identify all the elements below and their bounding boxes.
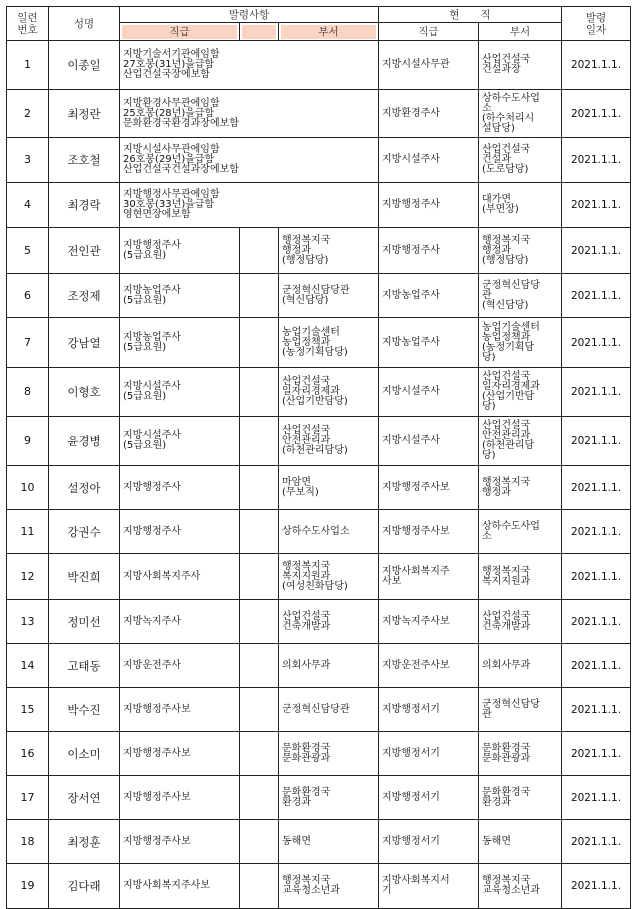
header-issued-blank-cell (240, 23, 279, 41)
name-cell: 이형호 (49, 368, 120, 417)
table-row (7, 41, 631, 90)
issued-dept-cell: 상하수도사업소 (279, 510, 379, 554)
issued-dept-cell: 문화환경국 환경과 (279, 776, 379, 820)
header-issued-rank: 직급 (122, 25, 237, 39)
issued-dept-cell: 동해면 (279, 820, 379, 864)
serial-number-cell: 1 (7, 41, 49, 90)
table-row (7, 644, 631, 688)
serial-number-cell: 17 (7, 776, 49, 820)
table-row (7, 228, 631, 274)
issued-dept-cell: 산업건설국 건축개발과 (279, 600, 379, 644)
current-dept-cell: 대가면 (부면장) (479, 183, 562, 228)
current-dept-cell: 군정혁신담당 관 (혁신담당) (479, 274, 562, 318)
table-row (7, 554, 631, 600)
appointment-table-container (6, 6, 631, 909)
table-row (7, 274, 631, 318)
issued-blank-cell (240, 688, 279, 732)
table-row (7, 138, 631, 183)
issued-rank-cell: 지방녹지주사 (120, 600, 240, 644)
header-current-rank: 직급 (379, 23, 479, 41)
current-dept-cell: 행정복지국 행정과 (479, 466, 562, 510)
date-cell: 2021.1.1. (562, 90, 631, 138)
date-cell: 2021.1.1. (562, 732, 631, 776)
current-dept-cell: 동해면 (479, 820, 562, 864)
date-cell: 2021.1.1. (562, 183, 631, 228)
date-cell: 2021.1.1. (562, 368, 631, 417)
issued-rank-cell: 지방운전주사 (120, 644, 240, 688)
issued-dept-cell: 군정혁신담당관 (279, 688, 379, 732)
serial-number-cell: 18 (7, 820, 49, 864)
serial-number-cell: 16 (7, 732, 49, 776)
table-row (7, 183, 631, 228)
date-cell: 2021.1.1. (562, 510, 631, 554)
name-cell: 박진희 (49, 554, 120, 600)
serial-number-cell: 6 (7, 274, 49, 318)
table-row (7, 688, 631, 732)
name-cell: 김다래 (49, 864, 120, 909)
table-row (7, 732, 631, 776)
issued-rank-cell: 지방환경사무관에임함 25호봉(28년)을급함 문화환경국환경과장에보함 (120, 90, 379, 138)
issued-dept-cell: 농업기술센터 농업정책과 (농정기획담당) (279, 318, 379, 368)
current-dept-cell: 군정혁신담당 관 (479, 688, 562, 732)
name-cell: 이소미 (49, 732, 120, 776)
table-row (7, 776, 631, 820)
date-cell: 2021.1.1. (562, 864, 631, 909)
date-cell: 2021.1.1. (562, 41, 631, 90)
current-rank-cell: 지방행정서기 (379, 688, 479, 732)
serial-number-cell: 4 (7, 183, 49, 228)
current-dept-cell: 산업건설국 일자리경제과 (산업기반담 당) (479, 368, 562, 417)
serial-number-cell: 14 (7, 644, 49, 688)
issued-dept-cell: 군정혁신담당관 (혁신담당) (279, 274, 379, 318)
name-cell: 조호철 (49, 138, 120, 183)
issued-rank-cell: 지방행정주사보 (120, 776, 240, 820)
issued-rank-cell: 지방행정주사보 (120, 688, 240, 732)
name-cell: 전인관 (49, 228, 120, 274)
issued-dept-cell: 행정복지국 복지지원과 (여성친화담당) (279, 554, 379, 600)
current-rank-cell: 지방시설주사 (379, 368, 479, 417)
date-cell: 2021.1.1. (562, 138, 631, 183)
issued-rank-cell: 지방행정주사보 (120, 820, 240, 864)
current-rank-cell: 지방행정주사보 (379, 466, 479, 510)
header-issued: 발령사항 (120, 7, 379, 23)
issued-dept-cell: 행정복지국 행정과 (행정담당) (279, 228, 379, 274)
current-rank-cell: 지방녹지주사보 (379, 600, 479, 644)
serial-number-cell: 8 (7, 368, 49, 417)
name-cell: 이종일 (49, 41, 120, 90)
issued-rank-cell: 지방행정주사 (120, 510, 240, 554)
current-dept-cell: 행정복지국 교육청소년과 (479, 864, 562, 909)
issued-blank-cell (240, 510, 279, 554)
current-rank-cell: 지방행정서기 (379, 732, 479, 776)
issued-rank-cell: 지방행정주사보 (120, 732, 240, 776)
name-cell: 강남열 (49, 318, 120, 368)
issued-blank-cell (240, 732, 279, 776)
name-cell: 최정훈 (49, 820, 120, 864)
issued-rank-cell: 지방농업주사 (5급요원) (120, 318, 240, 368)
current-dept-cell: 행정복지국 행정과 (행정담당) (479, 228, 562, 274)
name-cell: 설정아 (49, 466, 120, 510)
current-dept-cell: 문화환경국 환경과 (479, 776, 562, 820)
date-cell: 2021.1.1. (562, 554, 631, 600)
current-dept-cell: 산업건설국 건설과 (도로담당) (479, 138, 562, 183)
name-cell: 고태동 (49, 644, 120, 688)
table-row (7, 864, 631, 909)
current-rank-cell: 지방행정주사 (379, 183, 479, 228)
issued-blank-cell (240, 600, 279, 644)
issued-dept-cell: 산업건설국 안전관리과 (하천관리담당) (279, 417, 379, 466)
date-cell: 2021.1.1. (562, 466, 631, 510)
header-issued-dept-cell (279, 23, 379, 41)
current-rank-cell: 지방농업주사 (379, 274, 479, 318)
table-row (7, 318, 631, 368)
current-rank-cell: 지방사회복지주 사보 (379, 554, 479, 600)
issued-rank-cell: 지방행정주사 (5급요원) (120, 228, 240, 274)
name-cell: 강권수 (49, 510, 120, 554)
serial-number-cell: 3 (7, 138, 49, 183)
table-row (7, 820, 631, 864)
table-row (7, 368, 631, 417)
name-cell: 윤경병 (49, 417, 120, 466)
header-issued-dept: 부서 (281, 25, 376, 39)
table-row (7, 600, 631, 644)
table-row (7, 510, 631, 554)
current-rank-cell: 지방행정서기 (379, 820, 479, 864)
issued-blank-cell (240, 554, 279, 600)
current-rank-cell: 지방농업주사 (379, 318, 479, 368)
date-cell: 2021.1.1. (562, 228, 631, 274)
appointment-table (6, 6, 631, 909)
serial-number-cell: 7 (7, 318, 49, 368)
issued-dept-cell: 의회사무과 (279, 644, 379, 688)
date-cell: 2021.1.1. (562, 688, 631, 732)
issued-blank-cell (240, 776, 279, 820)
issued-dept-cell: 산업건설국 일자리경제과 (산업기반담당) (279, 368, 379, 417)
header-date: 발령 일자 (562, 7, 631, 41)
issued-blank-cell (240, 417, 279, 466)
date-cell: 2021.1.1. (562, 644, 631, 688)
issued-dept-cell: 문화환경국 문화관광과 (279, 732, 379, 776)
date-cell: 2021.1.1. (562, 776, 631, 820)
serial-number-cell: 11 (7, 510, 49, 554)
issued-rank-cell: 지방사회복지주사보 (120, 864, 240, 909)
date-cell: 2021.1.1. (562, 318, 631, 368)
current-dept-cell: 산업건설국 건설과장 (479, 41, 562, 90)
issued-rank-cell: 지방시설주사 (5급요원) (120, 368, 240, 417)
date-cell: 2021.1.1. (562, 274, 631, 318)
date-cell: 2021.1.1. (562, 820, 631, 864)
serial-number-cell: 2 (7, 90, 49, 138)
issued-blank-cell (240, 644, 279, 688)
serial-number-cell: 13 (7, 600, 49, 644)
current-rank-cell: 지방시설주사 (379, 417, 479, 466)
issued-rank-cell: 지방행정주사 (120, 466, 240, 510)
date-cell: 2021.1.1. (562, 417, 631, 466)
current-rank-cell: 지방환경주사 (379, 90, 479, 138)
issued-rank-cell: 지방행정사무관에임함 30호봉(33년)을급함 영현면장에보함 (120, 183, 379, 228)
issued-blank-cell (240, 228, 279, 274)
issued-blank-cell (240, 318, 279, 368)
serial-number-cell: 19 (7, 864, 49, 909)
current-dept-cell: 상하수도사업 소 (하수처리시 설담당) (479, 90, 562, 138)
issued-rank-cell: 지방사회복지주사 (120, 554, 240, 600)
current-dept-cell: 행정복지국 복지지원과 (479, 554, 562, 600)
issued-rank-cell: 지방기술서기관에임함 27호봉(31년)을급함 산업건설국장에보함 (120, 41, 379, 90)
date-cell: 2021.1.1. (562, 600, 631, 644)
current-rank-cell: 지방시설사무관 (379, 41, 479, 90)
current-dept-cell: 문화환경국 문화관광과 (479, 732, 562, 776)
header-issued-blank (242, 25, 276, 39)
table-row (7, 417, 631, 466)
current-dept-cell: 산업건설국 건축개발과 (479, 600, 562, 644)
current-rank-cell: 지방사회복지서 기 (379, 864, 479, 909)
issued-rank-cell: 지방시설주사 (5급요원) (120, 417, 240, 466)
name-cell: 조정제 (49, 274, 120, 318)
header-name: 성명 (49, 7, 120, 41)
serial-number-cell: 10 (7, 466, 49, 510)
current-dept-cell: 상하수도사업 소 (479, 510, 562, 554)
name-cell: 박수진 (49, 688, 120, 732)
current-dept-cell: 농업기술센터 농업정책과 (농정기획담 당) (479, 318, 562, 368)
name-cell: 정미선 (49, 600, 120, 644)
header-serial: 일련 번호 (7, 7, 49, 41)
current-rank-cell: 지방시설주사 (379, 138, 479, 183)
issued-blank-cell (240, 274, 279, 318)
current-dept-cell: 산업건설국 안전관리과 (하천관리담 당) (479, 417, 562, 466)
name-cell: 최경락 (49, 183, 120, 228)
issued-dept-cell: 마암면 (무보직) (279, 466, 379, 510)
serial-number-cell: 15 (7, 688, 49, 732)
issued-blank-cell (240, 368, 279, 417)
issued-dept-cell: 행정복지국 교육청소년과 (279, 864, 379, 909)
table-row (7, 466, 631, 510)
issued-blank-cell (240, 820, 279, 864)
issued-blank-cell (240, 864, 279, 909)
issued-blank-cell (240, 466, 279, 510)
header-current-dept: 부서 (479, 23, 562, 41)
serial-number-cell: 12 (7, 554, 49, 600)
name-cell: 장서연 (49, 776, 120, 820)
current-rank-cell: 지방행정서기 (379, 776, 479, 820)
issued-rank-cell: 지방시설사무관에임함 26호봉(29년)을급함 산업건설국건설과장에보함 (120, 138, 379, 183)
table-row (7, 90, 631, 138)
current-dept-cell: 의회사무과 (479, 644, 562, 688)
serial-number-cell: 5 (7, 228, 49, 274)
header-issued-rank-cell (120, 23, 240, 41)
serial-number-cell: 9 (7, 417, 49, 466)
header-current: 현 직 (379, 7, 562, 23)
issued-rank-cell: 지방농업주사 (5급요원) (120, 274, 240, 318)
name-cell: 최정란 (49, 90, 120, 138)
current-rank-cell: 지방행정주사 (379, 228, 479, 274)
current-rank-cell: 지방운전주사보 (379, 644, 479, 688)
current-rank-cell: 지방행정주사보 (379, 510, 479, 554)
